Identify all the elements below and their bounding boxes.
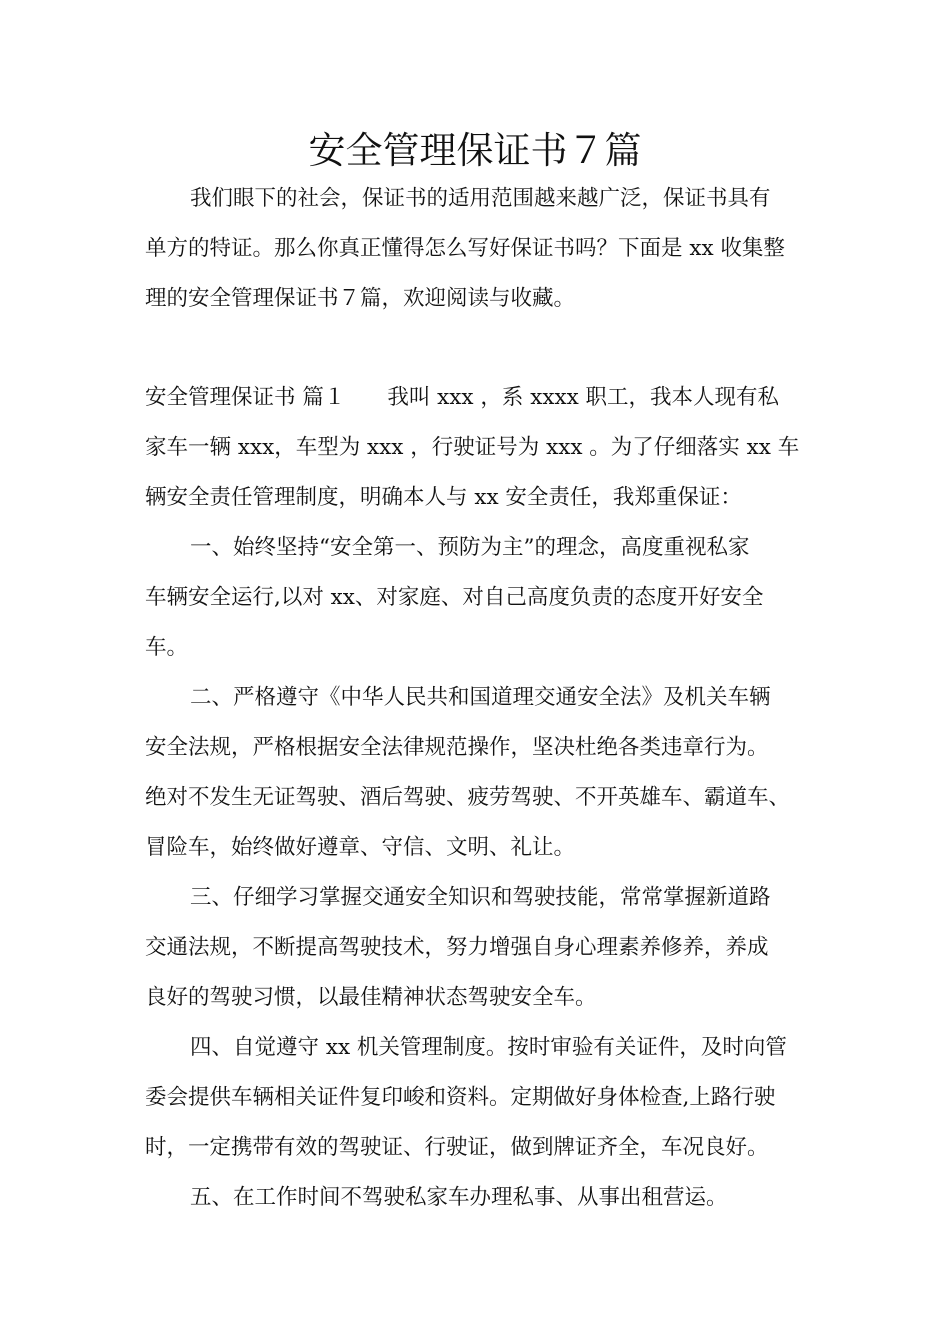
intro-line: 理的安全管理保证书７篇，欢迎阅读与收藏。 [145, 286, 576, 311]
item-3-line: 三、仔细学习掌握交通安全知识和驾驶技能，常常掌握新道路 [190, 885, 771, 910]
item-2-line: 二、严格遵守《中华人民共和国道理交通安全法》及机关车辆 [190, 685, 771, 710]
intro-line: 单方的特证。那么你真正懂得怎么写好保证书吗？下面是 xx 收集整 [145, 236, 785, 261]
item-4-line: 四、自觉遵守 xx 机关管理制度。按时审验有关证件，及时向管 [190, 1035, 787, 1060]
section-line: 辆安全责任管理制度，明确本人与 xx 安全责任，我郑重保证： [145, 485, 742, 510]
section-first-line [145, 383, 845, 413]
document-title: 安全管理保证书７篇 [308, 129, 642, 172]
item-4-line: 委会提供车辆相关证件复印峻和资料。定期做好身体检查,上路行驶 [145, 1085, 776, 1110]
section-text: 我叫 xxx ，系 xxxx 职工，我本人现有私 [387, 385, 780, 410]
item-2-line: 冒险车，始终做好遵章、守信、文明、礼让。 [145, 835, 576, 860]
item-1-line: 车。 [145, 635, 189, 660]
item-3-line: 良好的驾驶习惯，以最佳精神状态驾驶安全车。 [145, 985, 597, 1010]
item-1-line: 一、始终坚持“安全第一、预防为主”的理念，高度重视私家 [190, 535, 750, 560]
item-2-line: 绝对不发生无证驾驶、酒后驾驶、疲劳驾驶、不开英雄车、霸道车、 [145, 785, 791, 810]
section-line: 家车一辆 xxx，车型为 xxx ，行驶证号为 xxx 。为了仔细落实 xx 车 [145, 435, 800, 460]
section-heading: 安全管理保证书 篇１ [145, 385, 346, 410]
intro-line: 我们眼下的社会，保证书的适用范围越来越广泛，保证书具有 [190, 186, 771, 211]
item-1-line: 车辆安全运行,以对 xx、对家庭、对自己高度负责的态度开好安全 [145, 585, 764, 610]
item-4-line: 时，一定携带有效的驾驶证、行驶证，做到牌证齐全，车况良好。 [145, 1135, 769, 1160]
item-3-line: 交通法规，不断提高驾驶技术，努力增强自身心理素养修养，养成 [145, 935, 769, 960]
item-5-line: 五、在工作时间不驾驶私家车办理私事、从事出租营运。 [190, 1185, 728, 1210]
item-2-line: 安全法规，严格根据安全法律规范操作，坚决杜绝各类违章行为。 [145, 735, 769, 760]
